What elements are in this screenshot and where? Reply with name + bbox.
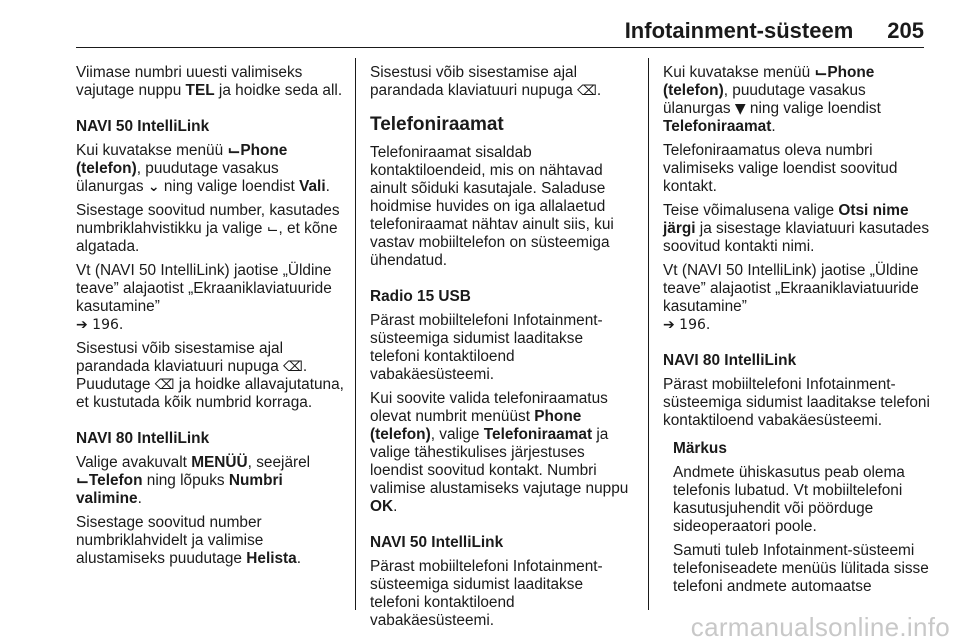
section-heading: NAVI 80 IntelliLink xyxy=(663,352,797,369)
phone-icon: ⌙ xyxy=(266,221,279,237)
page-title: Infotainment-süsteem xyxy=(624,18,854,43)
header-rule xyxy=(76,47,924,48)
section-heading: NAVI 50 IntelliLink xyxy=(370,534,504,551)
paragraph: Pärast mobiiltelefoni Infotainment-süsteemiga sidumist laaditakse telefoni kontaktiloend vabakäesüsteemi. xyxy=(663,376,930,429)
section-heading: NAVI 50 IntelliLink xyxy=(76,118,210,135)
paragraph: Sisestage soovitud number, kasutades numbriklahvistikku ja valige ⌙, et kõne algatada. xyxy=(76,202,340,255)
chevron-down-icon: ⌄ xyxy=(147,179,160,195)
paragraph: Pärast mobiiltelefoni Infotainment-süsteemiga sidumist laaditakse telefoni kontaktiloend vabakäesüsteemi. xyxy=(370,558,603,629)
paragraph: Telefoniraamat sisaldab kontaktiloendeid, mis on nähtavad ainult sõiduki kasutajale. Saladuse hoidmise huvides on iga allalaetud telefoniraamat nähtav ainult siis, kui vastav mobiiltelefon on süsteemiga ühendatud. xyxy=(370,144,614,269)
column-divider xyxy=(648,58,649,610)
section-heading: NAVI 80 IntelliLink xyxy=(76,430,210,447)
column-1 xyxy=(76,64,348,574)
page-number: 205 xyxy=(887,18,924,43)
section-title: Telefoniraamat xyxy=(370,114,504,135)
column-divider xyxy=(355,58,356,610)
paragraph: Telefoniraamatus oleva numbri valimiseks valige loendist soovitud kontakt. xyxy=(663,142,898,195)
page-reference: ➔ 196. xyxy=(663,317,711,333)
paragraph: Vt (NAVI 50 IntelliLink) jaotise „Üldine teave” alajaotist „Ekraaniklaviatuuride kasutamine” ➔ 196. xyxy=(663,262,919,333)
note-title: Märkus xyxy=(673,440,727,457)
paragraph: Vt (NAVI 50 IntelliLink) jaotise „Üldine teave” alajaotist „Ekraaniklaviatuuride kasutamine” ➔ 196. xyxy=(76,262,332,333)
section-heading: Radio 15 USB xyxy=(370,288,471,305)
paragraph: Viimase numbri uuesti valimiseks vajutage nuppu TEL ja hoidke seda all. xyxy=(76,64,343,99)
backspace-icon: ⌫ xyxy=(154,377,175,393)
note-paragraph: Samuti tuleb Infotainment-süsteemi telefoniseadete menüüs lülitada sisse telefoni andmete automaatse xyxy=(673,542,929,595)
note-paragraph: Andmete ühiskasutus peab olema telefonis lubatud. Vt mobiiltelefoni kasutusjuhendit või pöörduge sideoperaatori poole. xyxy=(673,464,905,535)
column-3 xyxy=(663,64,931,602)
page-header xyxy=(76,18,924,48)
watermark: carmanualsonline.info xyxy=(690,612,950,642)
paragraph: Sisestusi võib sisestamise ajal parandada klaviatuuri nupuga ⌫. xyxy=(370,64,602,99)
paragraph: Sisestusi võib sisestamise ajal parandada klaviatuuri nupuga ⌫. Puudutage ⌫ ja hoidke allavajutatuna, et kustutada kõik numbrid korraga. xyxy=(76,340,344,411)
triangle-down-icon: ▼ xyxy=(734,101,746,117)
note-box xyxy=(673,440,931,596)
paragraph: Teise võimalusena valige Otsi nime järgi ja sisestage klaviatuuri kasutades soovitud kontakti nimi. xyxy=(663,202,930,255)
paragraph: Kui kuvatakse menüü ⌙Phone (telefon), puudutage vasakus ülanurgas ▼ ning valige loendist Telefoniraamat. xyxy=(663,64,881,135)
backspace-icon: ⌫ xyxy=(283,359,303,375)
paragraph: Kui soovite valida telefoniraamatus olevat numbrit menüüst Phone (telefon), valige Telefoniraamat ja valige tähestikulises järjestuses loendist soovitud kontakt. Numbri valimise alustamiseks vajutage nuppu OK. xyxy=(370,390,629,515)
paragraph: Kui kuvatakse menüü ⌙Phone (telefon), puudutage vasakus ülanurgas ⌄ ning valige loendist Vali. xyxy=(76,142,330,195)
column-2 xyxy=(370,64,632,636)
paragraph: Pärast mobiiltelefoni Infotainment-süsteemiga sidumist laaditakse telefoni kontaktiloend vabakäesüsteemi. xyxy=(370,312,603,383)
page-reference: ➔ 196. xyxy=(76,317,124,333)
backspace-icon: ⌫ xyxy=(577,83,597,99)
paragraph: Sisestage soovitud number numbriklahvidelt ja valimise alustamiseks puudutage Helista. xyxy=(76,514,302,567)
paragraph: Valige avakuvalt MENÜÜ, seejärel ⌙Telefon ning lõpuks Numbri valimine. xyxy=(76,454,311,507)
